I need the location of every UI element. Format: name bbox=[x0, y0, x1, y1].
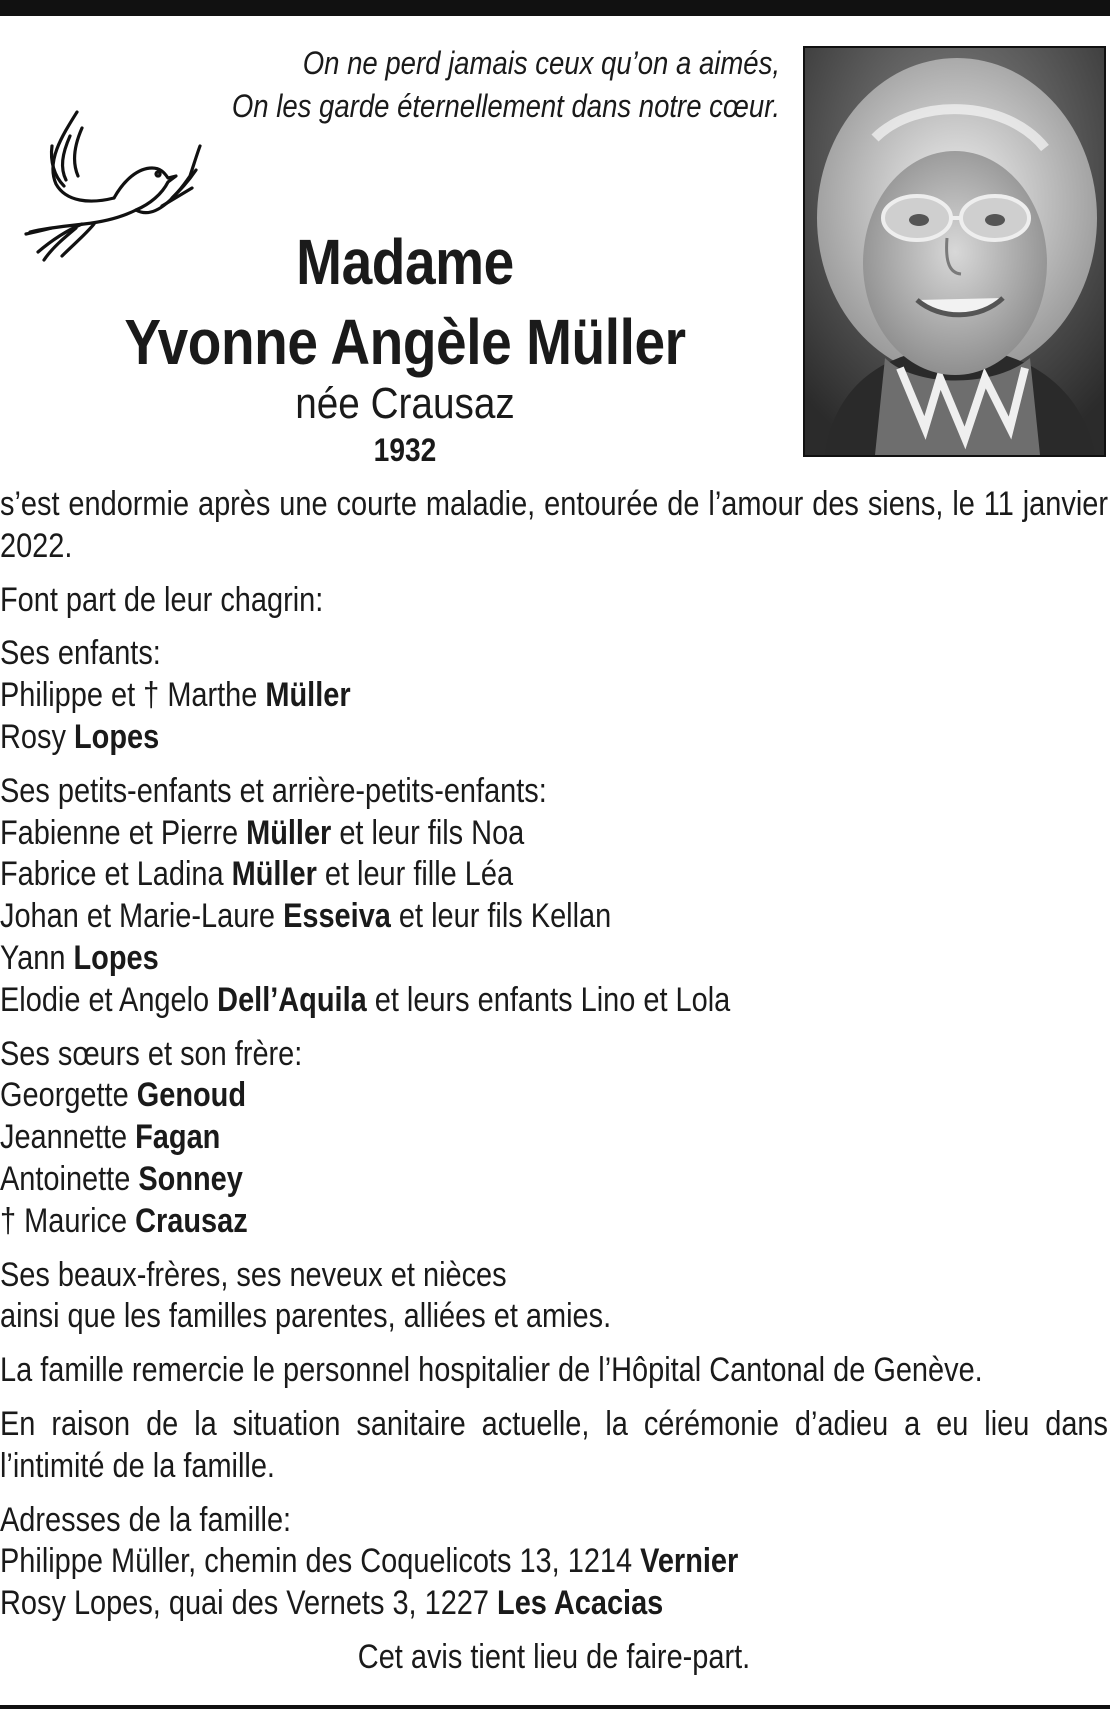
list-item: † Maurice Crausaz bbox=[0, 1201, 248, 1240]
list-item: Johan et Marie-Laure Esseiva et leur fils Kellan bbox=[0, 897, 612, 936]
deceased-header bbox=[40, 222, 770, 470]
children-section bbox=[0, 633, 1108, 758]
extended-family: Ses beaux-frères, ses neveux et nièces ainsi que les familles parentes, alliées et amies. bbox=[0, 1255, 612, 1336]
list-item: Elodie et Angelo Dell’Aquila et leurs enfants Lino et Lola bbox=[0, 980, 731, 1019]
closing-note: Cet avis tient lieu de faire-part. bbox=[357, 1637, 751, 1676]
announce-paragraph: Font part de leur chagrin: bbox=[0, 580, 324, 619]
list-item: Jeannette Fagan bbox=[0, 1118, 221, 1157]
address-line: Philippe Müller, chemin des Coquelicots 13, 1214 Vernier bbox=[0, 1542, 739, 1581]
honorific: Madame bbox=[296, 226, 514, 298]
addresses-section bbox=[0, 1500, 1108, 1625]
top-rule bbox=[0, 0, 1110, 16]
ceremony-paragraph: En raison de la situation sanitaire actuelle, la cérémonie d’adieu a eu lieu dans l’intimité de la famille. bbox=[0, 1404, 1109, 1485]
notice-body bbox=[0, 484, 1108, 1679]
intro-paragraph: s’est endormie après une courte maladie, entourée de l’amour des siens, le 11 janvier 2022. bbox=[0, 485, 1109, 565]
epigraph bbox=[161, 42, 780, 128]
section-heading: Ses petits-enfants et arrière-petits-enfants: bbox=[0, 771, 547, 810]
cross-icon: † bbox=[0, 1201, 17, 1240]
address-line: Rosy Lopes, quai des Vernets 3, 1227 Les Acacias bbox=[0, 1584, 664, 1623]
grandchildren-section bbox=[0, 771, 1108, 1022]
section-heading: Adresses de la famille: bbox=[0, 1500, 292, 1539]
section-heading: Ses enfants: bbox=[0, 634, 161, 673]
siblings-section bbox=[0, 1034, 1108, 1243]
maiden-name: née Crausaz bbox=[295, 379, 515, 428]
list-item: Fabrice et Ladina Müller et leur fille Léa bbox=[0, 855, 514, 894]
deceased-name: Yvonne Angèle Müller bbox=[124, 306, 686, 378]
list-item: Fabienne et Pierre Müller et leur fils Noa bbox=[0, 813, 525, 852]
list-item: Antoinette Sonney bbox=[0, 1159, 243, 1198]
birth-year: 1932 bbox=[373, 432, 437, 468]
thanks-paragraph: La famille remercie le personnel hospitalier de l’Hôpital Cantonal de Genève. bbox=[0, 1351, 983, 1390]
list-item: Philippe et † Marthe Müller bbox=[0, 676, 351, 715]
section-heading: Ses sœurs et son frère: bbox=[0, 1034, 303, 1073]
bottom-rule bbox=[0, 1705, 1110, 1709]
list-item: Rosy Lopes bbox=[0, 717, 160, 756]
epigraph-line: On ne perd jamais ceux qu’on a aimés, bbox=[302, 45, 780, 81]
list-item: Georgette Genoud bbox=[0, 1076, 247, 1115]
list-item: Yann Lopes bbox=[0, 938, 159, 977]
portrait-photo bbox=[803, 46, 1106, 457]
cross-icon: † bbox=[143, 676, 160, 715]
epigraph-line: On les garde éternellement dans notre cœur. bbox=[231, 88, 781, 124]
